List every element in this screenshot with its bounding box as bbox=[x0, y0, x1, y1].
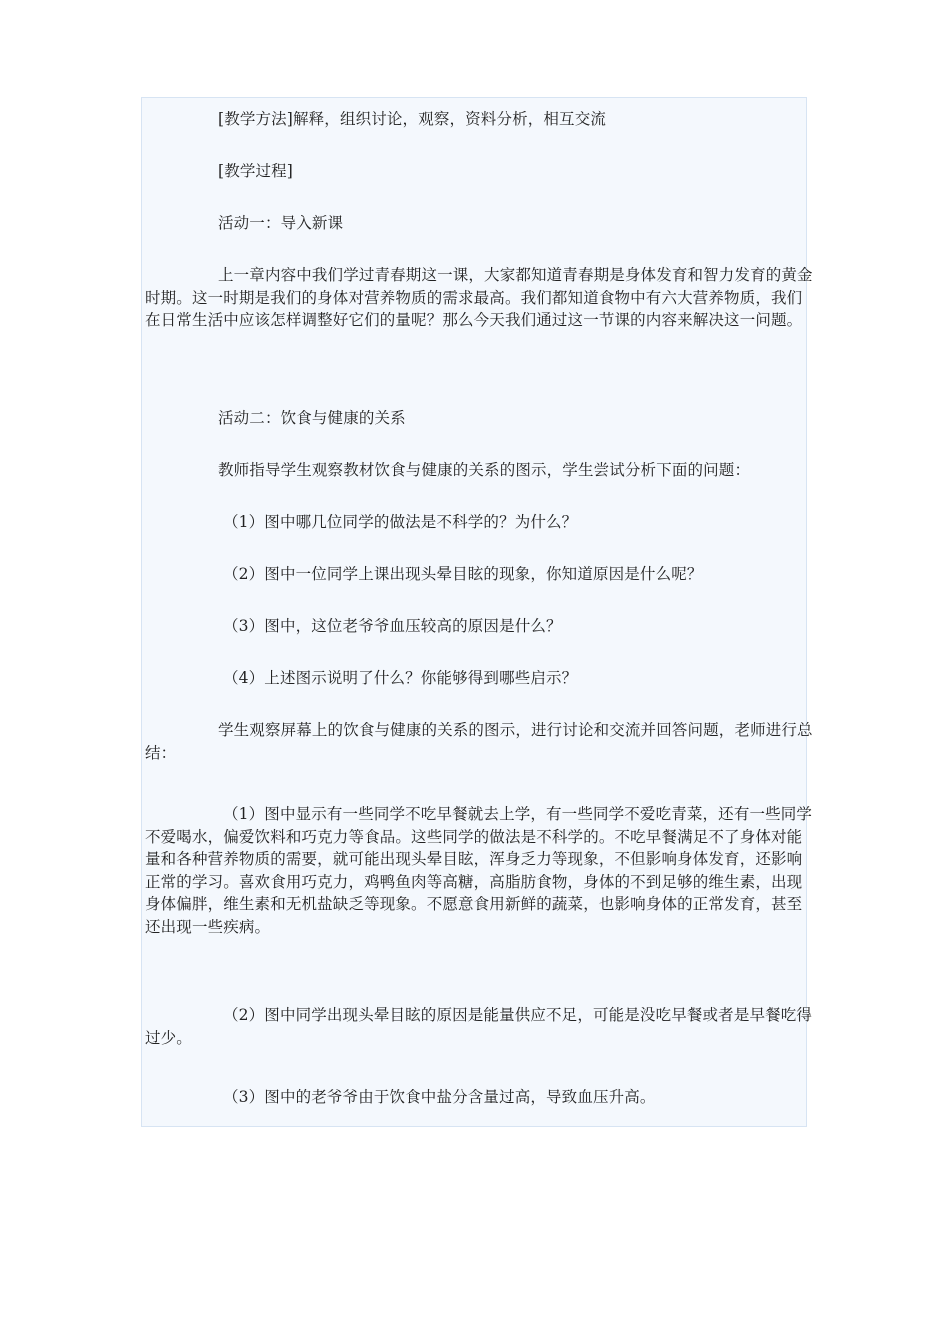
question-one: （1）图中哪几位同学的做法是不科学的？为什么？ bbox=[223, 513, 578, 531]
answer-two-paragraph: （2）图中同学出现头晕目眩的原因是能量供应不足，可能是没吃早餐或者是早餐吃得过少。 bbox=[145, 1006, 813, 1047]
question-four: （4）上述图示说明了什么？你能够得到哪些启示？ bbox=[223, 669, 578, 687]
lesson-content-panel bbox=[141, 97, 813, 1127]
answer-three-paragraph: （3）图中的老爷爷由于饮食中盐分含量过高，导致血压升高。 bbox=[223, 1088, 656, 1106]
intro-paragraph: 上一章内容中我们学过青春期这一课，大家都知道青春期是身体发育和智力发育的黄金时期。这一时期是我们的身体对营养物质的需求最高。我们都知道食物中有六大营养物质，我们在日常生活中应该怎样调整好它们的量呢？那么今天我们通过这一节课的内容来解决这一问题。 bbox=[145, 266, 813, 329]
teaching-process-heading: [教学过程] bbox=[218, 162, 293, 180]
activity-one-heading: 活动一：导入新课 bbox=[218, 214, 344, 232]
observation-paragraph: 学生观察屏幕上的饮食与健康的关系的图示，进行讨论和交流并回答问题，老师进行总结： bbox=[145, 721, 813, 762]
guide-paragraph: 教师指导学生观察教材饮食与健康的关系的图示，学生尝试分析下面的问题： bbox=[218, 461, 751, 479]
question-three: （3）图中，这位老爷爷血压较高的原因是什么？ bbox=[223, 617, 562, 635]
teaching-method-paragraph: [教学方法]解释，组织讨论，观察，资料分析，相互交流 bbox=[218, 110, 606, 128]
answer-one-paragraph: （1）图中显示有一些同学不吃早餐就去上学，有一些同学不爱吃青菜，还有一些同学不爱喝水，偏爱饮料和巧克力等食品。这些同学的做法是不科学的。不吃早餐满足不了身体对能量和各种营养物质的需要，就可能出现头晕目眩，浑身乏力等现象，不但影响身体发育，还影响正常的学习。喜欢食用巧克力，鸡鸭鱼肉等高糖，高脂肪食物，身体的不到足够的维生素，出现身体偏胖，维生素和无机盐缺乏等现象。不愿意食用新鲜的蔬菜，也影响身体的正常发育，甚至还出现一些疾病。 bbox=[145, 805, 813, 936]
question-two: （2）图中一位同学上课出现头晕目眩的现象，你知道原因是什么呢？ bbox=[223, 565, 703, 583]
activity-two-heading: 活动二：饮食与健康的关系 bbox=[218, 409, 406, 427]
